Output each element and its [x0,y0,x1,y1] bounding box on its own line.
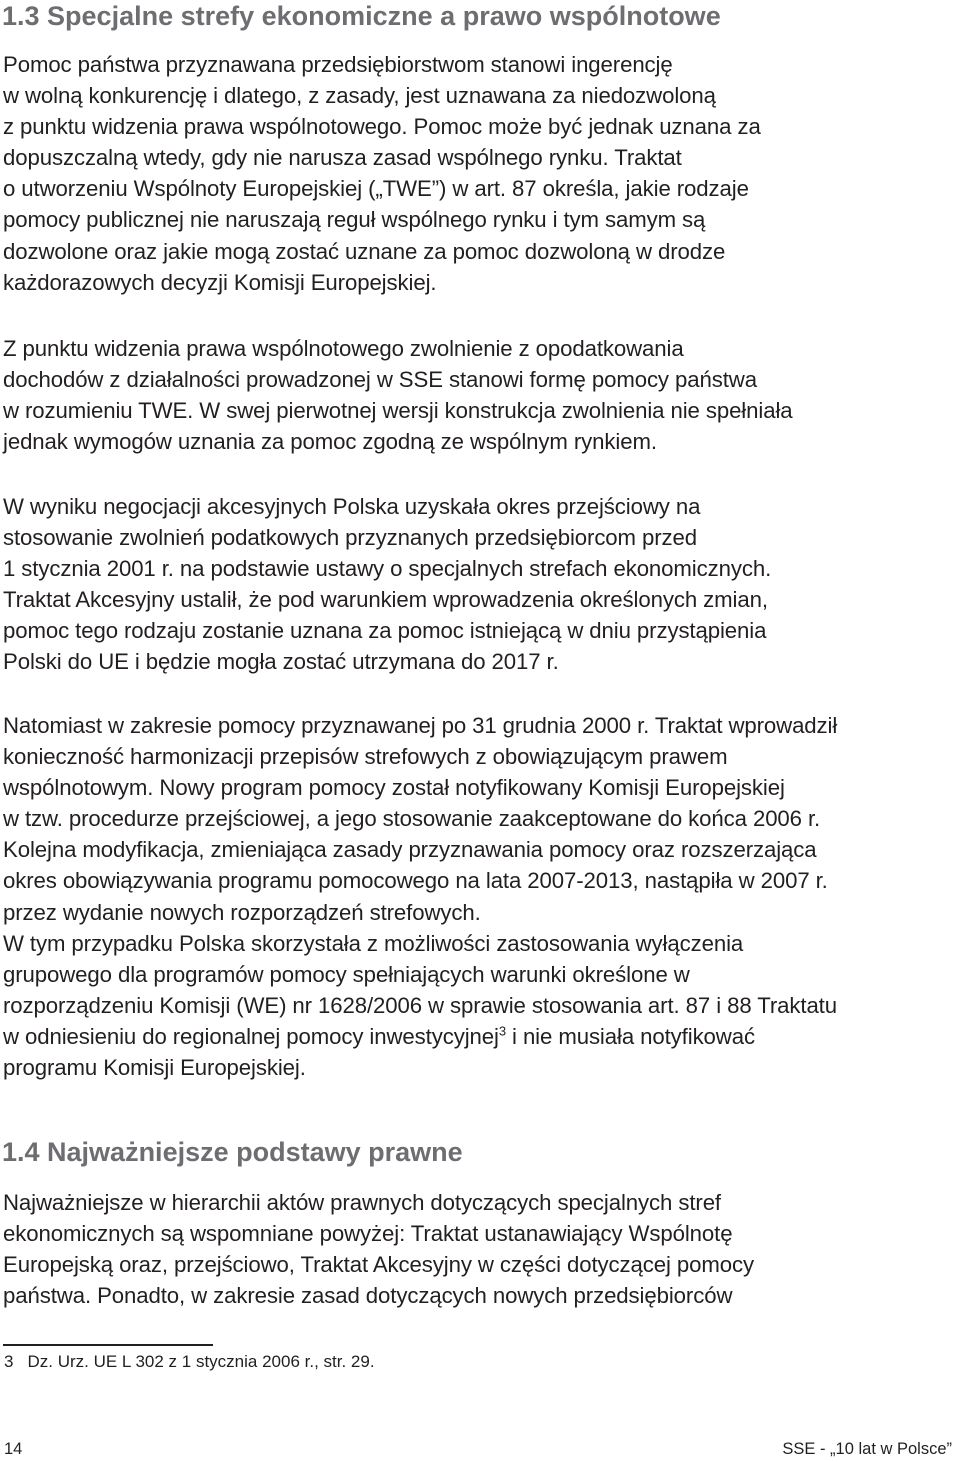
paragraph-4 [3,710,958,1083]
text-line: stosowanie zwolnień podatkowych przyznanych przedsiębiorcom przed [3,525,697,551]
text-line: dozwolone oraz jakie mogą zostać uznane za pomoc dozwoloną w drodze [3,238,726,264]
text-line: Z punktu widzenia prawa wspólnotowego zwolnienie z opodatkowania [3,336,684,361]
text-segment: w odniesieniu do regionalnej pomocy inwestycyjnej [3,1023,499,1049]
text-line: Traktat Akcesyjny ustalił, że pod warunkiem wprowadzenia określonych zmian, [3,587,768,613]
text-line: W wyniku negocjacji akcesyjnych Polska uzyskała okres przejściowy na [3,494,701,519]
footnote-reference[interactable]: 3 [498,1023,506,1039]
section-heading-1-4: 1.4 Najważniejsze podstawy prawne [2,1137,463,1167]
page-number: 14 [4,1440,23,1458]
paragraph-2 [3,333,958,457]
paragraph-3 [3,491,958,678]
text-line: rozporządzeniu Komisji (WE) nr 1628/2006 w sprawie stosowania art. 87 i 88 Traktatu [3,992,837,1018]
text-line: okres obowiązywania programu pomocowego na lata 2007-2013, nastąpiła w 2007 r. [3,868,828,894]
text-line: w wolną konkurencję i dlatego, z zasady, jest uznawana za niedozwoloną [3,83,716,109]
text-line: wspólnotowym. Nowy program pomocy został notyfikowany Komisji Europejskiej [3,775,785,801]
text-line: programu Komisji Europejskiej. [3,1055,306,1081]
text-line: Pomoc państwa przyznawana przedsiębiorstwom stanowi ingerencję [3,52,673,77]
text-line: Europejską oraz, przejściowo, Traktat Akcesyjny w części dotyczącej pomocy [3,1252,754,1278]
footnote-divider [3,1344,213,1346]
text-line: w rozumieniu TWE. W swej pierwotnej wersji konstrukcja zwolnienia nie spełniała [3,398,793,424]
text-line-with-footnote-ref [3,1021,958,1052]
footnote-number: 3 [4,1352,14,1371]
text-line: grupowego dla programów pomocy spełniających warunki określone w [3,961,690,987]
text-line: o utworzeniu Wspólnoty Europejskiej („TWE”) w art. 87 określa, jakie rodzaje [3,176,749,202]
section-heading-1-3: 1.3 Specjalne strefy ekonomiczne a prawo wspólnotowe [2,1,721,31]
text-line: z punktu widzenia prawa wspólnotowego. Pomoc może być jednak uznana za [3,114,761,140]
text-line: pomoc tego rodzaju zostanie uznana za pomoc istniejącą w dniu przystąpienia [3,618,767,644]
text-line: każdorazowych decyzji Komisji Europejskiej. [3,269,437,295]
running-footer: SSE - „10 lat w Polsce” [782,1440,952,1458]
text-segment: i nie musiała notyfikować [505,1023,755,1049]
text-line: W tym przypadku Polska skorzystała z możliwości zastosowania wyłączenia [3,930,744,956]
text-line: dochodów z działalności prowadzonej w SSE stanowi formę pomocy państwa [3,367,757,393]
text-line: konieczność harmonizacji przepisów strefowych z obowiązującym prawem [3,744,728,770]
footnote [4,1351,375,1373]
text-line: przez wydanie nowych rozporządzeń strefowych. [3,899,481,925]
text-line: Natomiast w zakresie pomocy przyznawanej po 31 grudnia 2000 r. Traktat wprowadził [3,713,838,738]
text-line: jednak wymogów uznania za pomoc zgodną ze wspólnym rynkiem. [3,429,657,455]
text-line: 1 stycznia 2001 r. na podstawie ustawy o specjalnych strefach ekonomicznych. [3,556,772,582]
text-line: Polski do UE i będzie mogła zostać utrzymana do 2017 r. [3,649,559,675]
text-line: Najważniejsze w hierarchii aktów prawnych dotyczących specjalnych stref [3,1190,721,1215]
text-line: pomocy publicznej nie naruszają reguł wspólnego rynku i tym samym są [3,207,706,233]
text-line: państwa. Ponadto, w zakresie zasad dotyczących nowych przedsiębiorców [3,1283,733,1309]
text-line: w tzw. procedurze przejściowej, a jego stosowanie zaakceptowane do końca 2006 r. [3,806,821,832]
paragraph-1 [3,49,958,298]
footnote-text: Dz. Urz. UE L 302 z 1 stycznia 2006 r., str. 29. [27,1352,375,1371]
paragraph-5 [3,1187,958,1311]
text-line: ekonomicznych są wspomniane powyżej: Traktat ustanawiający Wspólnotę [3,1221,733,1247]
text-line: Kolejna modyfikacja, zmieniająca zasady przyznawania pomocy oraz rozszerzająca [3,837,817,863]
text-line: dopuszczalną wtedy, gdy nie narusza zasad wspólnego rynku. Traktat [3,145,682,171]
